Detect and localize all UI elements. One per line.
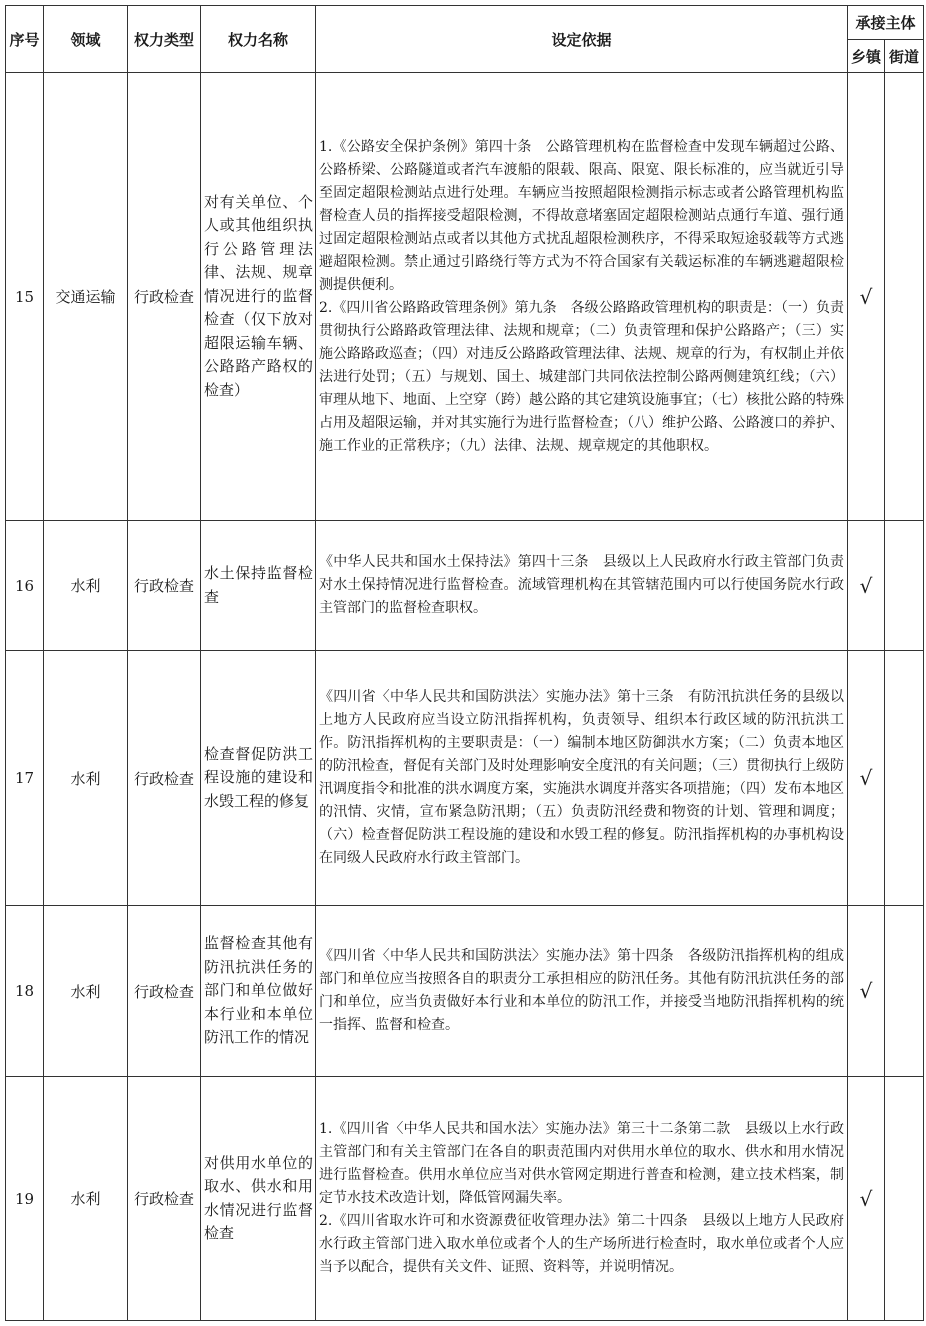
row-power-type: 行政检查 <box>128 651 201 906</box>
row-domain: 交通运输 <box>44 73 128 521</box>
basis-paragraph: 2.《四川省取水许可和水资源费征收管理办法》第二十四条 县级以上地方人民政府水行政主管部门进入取水单位或者个人的生产场所进行检查时，取水单位或者个人应当予以配合，提供有关文件、证照、资料等，并说明情况。 <box>319 1213 844 1275</box>
row-power-name: 对有关单位、个人或其他组织执行公路管理法律、法规、规章情况进行的监督检查（仅下放对超限运输车辆、公路路产路权的检查） <box>201 73 316 521</box>
row-power-type: 行政检查 <box>128 73 201 521</box>
header-power-type: 权力类型 <box>128 6 201 73</box>
row-power-name: 对供用水单位的取水、供水和用水情况进行监督检查 <box>201 1077 316 1321</box>
row-power-name: 水土保持监督检查 <box>201 521 316 651</box>
township-check: √ <box>848 1077 885 1321</box>
basis-paragraph: 1.《公路安全保护条例》第四十条 公路管理机构在监督检查中发现车辆超过公路、公路桥梁、公路隧道或者汽车渡船的限载、限高、限宽、限长标准的，应当就近引导至固定超限检测站点进行处理。车辆应当按照超限检测指示标志或者公路管理机构监督检查人员的指挥接受超限检测，不得故意堵塞固定超限检测站点通行车道、强行通过固定超限检测站点或者以其他方式扰乱超限检测秩序，不得采取短途驳载等方式逃避超限检测。禁止通过引路绕行等方式为不符合国家有关载运标准的车辆逃避超限检测提供便利。 <box>319 138 844 293</box>
basis-paragraph: 1.《四川省〈中华人民共和国水法〉实施办法》第三十二条第二款 县级以上水行政主管部门和有关主管部门在各自的职责范围内对供用水单位的取水、供水和用水情况进行监督检查。供用水单位应当对供水管网定期进行普查和检测，建立技术档案，制定节水技术改造计划，降低管网漏失率。 <box>319 1121 844 1206</box>
row-seq: 18 <box>6 906 44 1077</box>
table-row <box>6 521 924 651</box>
row-seq: 15 <box>6 73 44 521</box>
row-power-type: 行政检查 <box>128 521 201 651</box>
subdistrict-check <box>885 906 924 1077</box>
row-seq: 19 <box>6 1077 44 1321</box>
basis-paragraph: 《四川省〈中华人民共和国防洪法〉实施办法》第十三条 有防汛抗洪任务的县级以上地方人民政府应当设立防汛指挥机构，负责领导、组织本行政区域的防汛抗洪工作。防汛指挥机构的主要职责是：（一）编制本地区防御洪水方案；（二）负责本地区的防汛检查，督促有关部门及时处理影响安全度汛的有关问题；（三）贯彻执行上级防汛调度指令和批准的洪水调度方案，实施洪水调度并落实各项措施；（四）发布本地区的汛情、灾情，宣布紧急防汛期；（五）负责防汛经费和物资的计划、管理和调度；（六）检查督促防洪工程设施的建设和水毁工程的修复。防汛指挥机构的办事机构设在同级人民政府水行政主管部门。 <box>319 689 844 866</box>
row-basis <box>316 1077 848 1321</box>
power-list-table <box>5 5 924 1321</box>
table-row <box>6 906 924 1077</box>
subdistrict-check <box>885 73 924 521</box>
row-seq: 16 <box>6 521 44 651</box>
header-domain: 领域 <box>44 6 128 73</box>
row-power-type: 行政检查 <box>128 906 201 1077</box>
row-power-name: 监督检查其他有防汛抗洪任务的部门和单位做好本行业和本单位防汛工作的情况 <box>201 906 316 1077</box>
row-basis <box>316 651 848 906</box>
row-basis <box>316 73 848 521</box>
table-row <box>6 651 924 906</box>
township-check: √ <box>848 651 885 906</box>
header-basis: 设定依据 <box>316 6 848 73</box>
header-undertaker: 承接主体 <box>848 6 924 40</box>
township-check: √ <box>848 521 885 651</box>
township-check: √ <box>848 73 885 521</box>
basis-paragraph: 2.《四川省公路路政管理条例》第九条 各级公路路政管理机构的职责是：（一）负责贯彻执行公路路政管理法律、法规和规章；（二）负责管理和保护公路路产；（三）实施公路路政巡查；（四）对违反公路路政管理法律、法规、规章的行为，有权制止并依法进行处罚；（五）与规划、国土、城建部门共同依法控制公路两侧建筑红线；（六）审理从地下、地面、上空穿（跨）越公路的其它建筑设施事宜；（七）核批公路的特殊占用及超限运输，并对其实施行为进行监督检查；（八）维护公路、公路渡口的养护、施工作业的正常秩序；（九）法律、法规、规章规定的其他职权。 <box>319 299 844 454</box>
basis-paragraph: 《四川省〈中华人民共和国防洪法〉实施办法》第十四条 各级防汛指挥机构的组成部门和单位应当按照各自的职责分工承担相应的防汛任务。其他有防汛抗洪任务的部门和单位，应当负责做好本行业和本单位的防汛工作，并接受当地防汛指挥机构的统一指挥、监督和检查。 <box>319 948 844 1033</box>
table-row <box>6 73 924 521</box>
row-domain: 水利 <box>44 651 128 906</box>
table-row <box>6 1077 924 1321</box>
subdistrict-check <box>885 521 924 651</box>
row-power-name: 检查督促防洪工程设施的建设和水毁工程的修复 <box>201 651 316 906</box>
row-domain: 水利 <box>44 906 128 1077</box>
subdistrict-check <box>885 651 924 906</box>
row-basis <box>316 521 848 651</box>
subdistrict-check <box>885 1077 924 1321</box>
row-domain: 水利 <box>44 521 128 651</box>
township-check: √ <box>848 906 885 1077</box>
header-seq: 序号 <box>6 6 44 73</box>
basis-paragraph: 《中华人民共和国水土保持法》第四十三条 县级以上人民政府水行政主管部门负责对水土保持情况进行监督检查。流域管理机构在其管辖范围内可以行使国务院水行政主管部门的监督检查职权。 <box>319 554 844 616</box>
row-power-type: 行政检查 <box>128 1077 201 1321</box>
header-power-name: 权力名称 <box>201 6 316 73</box>
row-seq: 17 <box>6 651 44 906</box>
row-domain: 水利 <box>44 1077 128 1321</box>
header-subdistrict: 街道 <box>885 40 924 73</box>
row-basis <box>316 906 848 1077</box>
header-township: 乡镇 <box>848 40 885 73</box>
